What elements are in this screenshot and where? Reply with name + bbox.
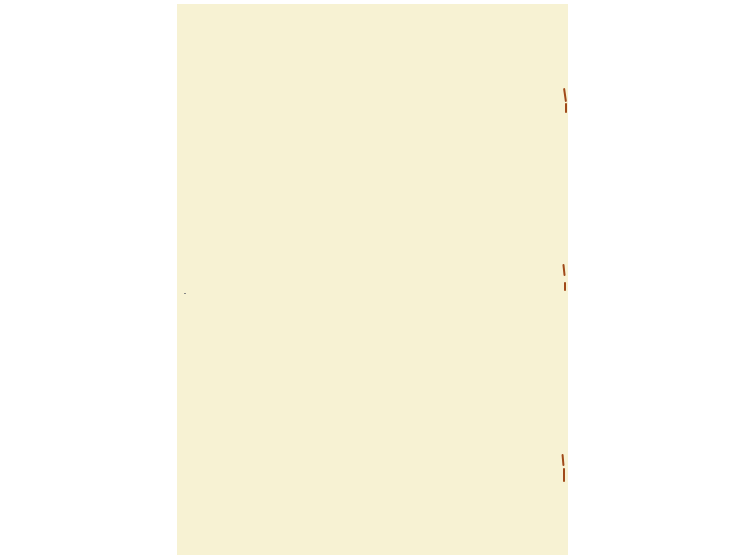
binding-mark <box>565 103 567 113</box>
binding-mark <box>564 282 566 291</box>
binding-mark <box>563 468 565 482</box>
paper-speck <box>184 293 186 294</box>
